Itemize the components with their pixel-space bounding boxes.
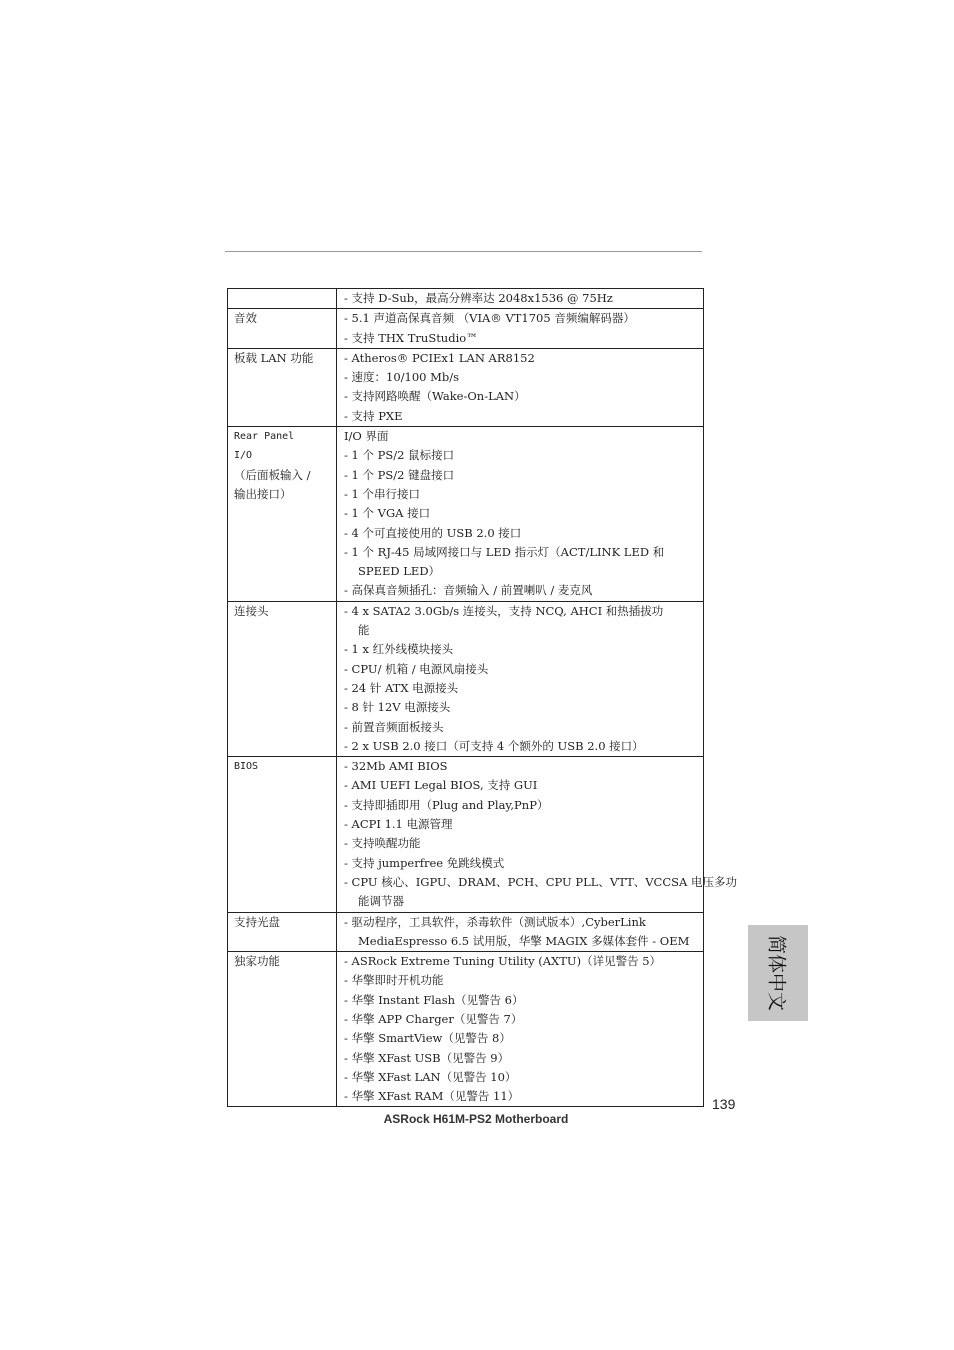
footer-rule xyxy=(228,1106,704,1107)
spec-row-value xyxy=(337,757,737,912)
spec-row xyxy=(228,348,704,426)
spec-item: 能 xyxy=(358,623,370,638)
spec-item: - 1 个 RJ-45 局域网接口与 LED 指示灯（ACT/LINK LED 和 xyxy=(344,544,665,559)
spec-row-value xyxy=(337,952,704,1107)
spec-row xyxy=(228,757,704,912)
spec-item: - 支持 jumperfree 免跳线模式 xyxy=(344,855,505,870)
language-tab-label: 简体中文 xyxy=(765,934,788,1012)
spec-label-line: 板载 LAN 功能 xyxy=(234,350,314,365)
header-rule xyxy=(225,251,702,252)
spec-item: - 华擎 XFast LAN（见警告 10） xyxy=(344,1069,517,1084)
spec-row-label xyxy=(228,309,337,349)
spec-item: - 1 个 VGA 接口 xyxy=(344,506,431,521)
spec-label-line: 独家功能 xyxy=(234,954,280,969)
spec-row-label xyxy=(228,289,337,309)
spec-label-line: BIOS xyxy=(234,761,259,773)
spec-item: - 华擎 Instant Flash（见警告 6） xyxy=(344,992,524,1007)
footer-title: ASRock H61M-PS2 Motherboard xyxy=(383,1112,569,1126)
spec-row-value xyxy=(337,912,704,952)
spec-label-line: 连接头 xyxy=(234,603,269,618)
spec-label-line: 支持光盘 xyxy=(234,914,280,929)
spec-item: - 1 个串行接口 xyxy=(344,486,421,501)
spec-item: - 支持唤醒功能 xyxy=(344,836,421,851)
spec-row xyxy=(228,289,704,309)
spec-item: - 华擎 APP Charger（见警告 7） xyxy=(344,1011,523,1026)
spec-item: - ASRock Extreme Tuning Utility (AXTU)（详见警告 5） xyxy=(344,954,662,969)
spec-row-label xyxy=(228,952,337,1107)
spec-row-label xyxy=(228,348,337,426)
spec-item: - CPU/ 机箱 / 电源风扇接头 xyxy=(344,661,489,676)
spec-item: - 4 x SATA2 3.0Gb/s 连接头，支持 NCQ, AHCI 和热插拔功 xyxy=(344,603,664,618)
language-tab xyxy=(748,925,808,1021)
spec-item: - 华擎 SmartView（见警告 8） xyxy=(344,1031,511,1046)
spec-item: - 华擎 XFast USB（见警告 9） xyxy=(344,1050,510,1065)
spec-item: - 华擎 XFast RAM（见警告 11） xyxy=(344,1089,520,1104)
spec-item: - 支持 PXE xyxy=(344,408,403,423)
spec-item: - 前置音频面板接头 xyxy=(344,719,444,734)
spec-item: - 支持 THX TruStudio™ xyxy=(344,330,478,345)
spec-label-line: I/O xyxy=(234,450,253,462)
page-number: 139 xyxy=(712,1096,736,1112)
spec-row xyxy=(228,309,704,349)
spec-item: - 8 针 12V 电源接头 xyxy=(344,700,451,715)
spec-item: - 4 个可直接使用的 USB 2.0 接口 xyxy=(344,525,522,540)
spec-item: 能调节器 xyxy=(358,894,404,909)
spec-item: MediaEspresso 6.5 试用版，华擎 MAGIX 多媒体套件 - OEM xyxy=(358,933,690,948)
spec-label-line: 音效 xyxy=(234,311,257,326)
spec-row-label xyxy=(228,601,337,756)
spec-item: - 支持即插即用（Plug and Play,PnP） xyxy=(344,797,549,812)
spec-item: - 支持 D-Sub，最高分辨率达 2048x1536 @ 75Hz xyxy=(344,291,613,305)
spec-row-value xyxy=(337,601,704,756)
spec-label-line: 输出接口） xyxy=(234,486,292,501)
spec-item: - 5.1 声道高保真音频 （VIA® VT1705 音频编解码器） xyxy=(344,311,635,326)
spec-row xyxy=(228,952,704,1107)
spec-label-line: （后面板输入 / xyxy=(234,467,311,482)
spec-item: - 32Mb AMI BIOS xyxy=(344,759,448,774)
spec-row-label xyxy=(228,757,337,912)
spec-row xyxy=(228,912,704,952)
spec-row-value xyxy=(337,427,704,602)
spec-item: - 1 个 PS/2 键盘接口 xyxy=(344,467,455,482)
spec-row xyxy=(228,601,704,756)
spec-label-line: Rear Panel xyxy=(234,431,295,443)
spec-row-label xyxy=(228,912,337,952)
spec-row-value xyxy=(337,289,704,309)
spec-item: - 速度：10/100 Mb/s xyxy=(344,370,460,385)
spec-item: - CPU 核心、IGPU、DRAM、PCH、CPU PLL、VTT、VCCSA 电压多功 xyxy=(344,874,737,889)
spec-item: - 24 针 ATX 电源接头 xyxy=(344,680,459,695)
spec-item: - 1 个 PS/2 鼠标接口 xyxy=(344,448,455,463)
spec-item: - 1 x 红外线模块接头 xyxy=(344,642,454,657)
spec-item: - ACPI 1.1 电源管理 xyxy=(344,817,453,832)
spec-item: - Atheros® PCIEx1 LAN AR8152 xyxy=(344,350,535,365)
spec-row-value xyxy=(337,309,704,349)
spec-item: I/O 界面 xyxy=(344,429,389,444)
spec-item: - 驱动程序，工具软件，杀毒软件（测试版本）,CyberLink xyxy=(344,914,646,929)
spec-item: SPEED LED） xyxy=(358,564,441,579)
spec-item: - AMI UEFI Legal BIOS, 支持 GUI xyxy=(344,778,538,793)
spec-row xyxy=(228,427,704,602)
spec-row-label xyxy=(228,427,337,602)
spec-item: - 华擎即时开机功能 xyxy=(344,973,444,988)
spec-item: - 高保真音频插孔：音频输入 / 前置喇叭 / 麦克风 xyxy=(344,583,593,598)
spec-item: - 支持网路唤醒（Wake-On-LAN） xyxy=(344,389,526,404)
spec-row-value xyxy=(337,348,704,426)
spec-item: - 2 x USB 2.0 接口（可支持 4 个额外的 USB 2.0 接口） xyxy=(344,738,644,753)
